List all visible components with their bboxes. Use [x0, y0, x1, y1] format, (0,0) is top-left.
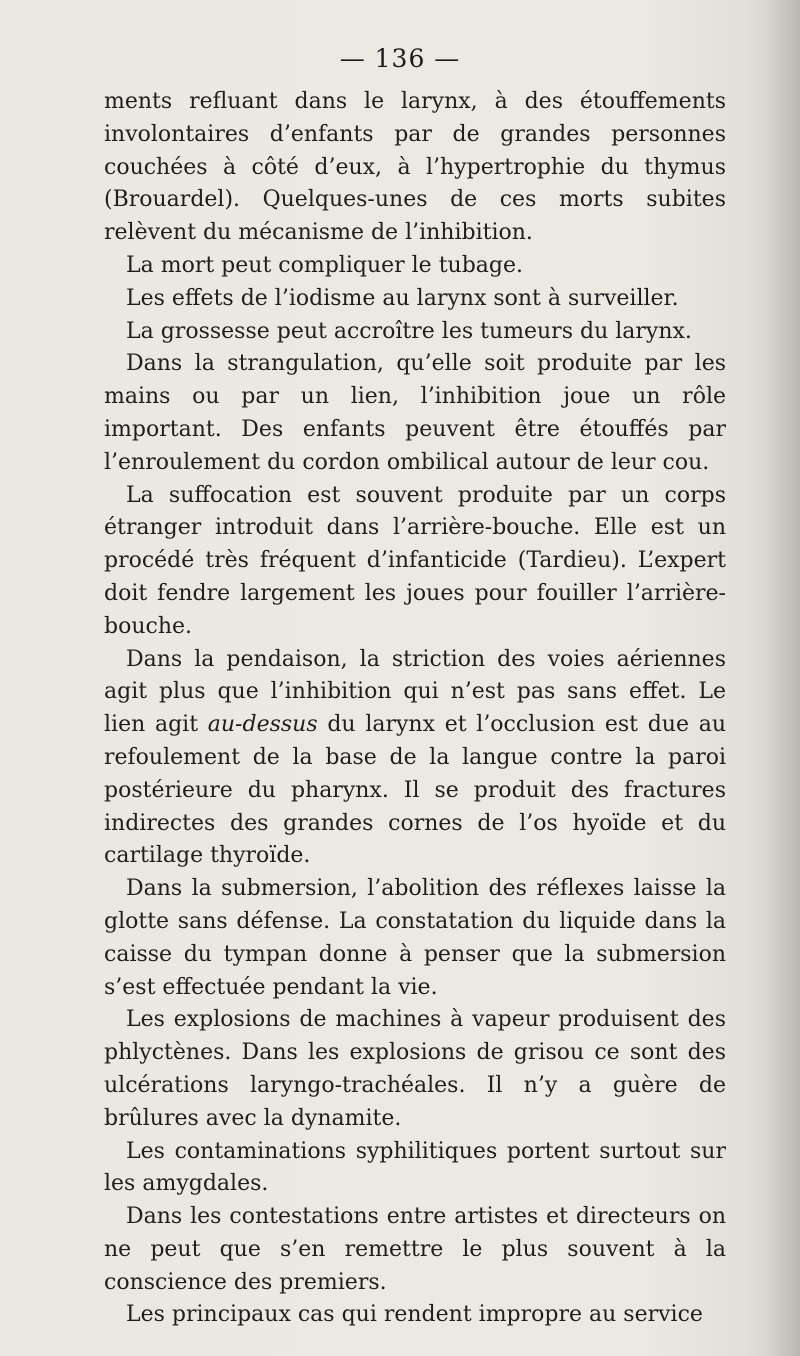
- paragraph-contestations: Dans les contestations entre artistes et directeurs on ne peut que s’en remettre le plus souvent à la conscience des premiers.: [104, 1204, 726, 1295]
- paragraph-suffocation: La suffocation est souvent produite par un corps étranger introduit dans l’arrière-bouche. Elle est un procédé très fréquent d’infanticide (Tardieu). L’expert doit fendre largement les joues pour fouiller l’arrière-bouche.: [104, 482, 726, 639]
- paragraph-contaminations: Les contaminations syphilitiques portent surtout sur les amygdales.: [104, 1138, 726, 1197]
- paragraph-continuation: ments refluant dans le larynx, à des étouffements involontaires d’enfants par de grandes personnes couchées à côté d’eux, à l’hypertrophie du thymus (Brouardel). Quelques-unes de ces morts subites relèvent du mécanisme de l’inhibition.: [104, 89, 726, 246]
- page-number: — 136 —: [339, 44, 461, 73]
- paragraph-pendaison-part-2: du larynx et l’occlusion est due au refoulement de la base de la langue contre la paroi postérieure du pharynx. Il se produit des fractures indirectes des grandes cornes de l’os hyoïde et du cartilage thyroïde.: [104, 712, 726, 869]
- paragraph-submersion: Dans la submersion, l’abolition des réflexes laisse la glotte sans défense. La constatation du liquide dans la caisse du tympan donne à penser que la submersion s’est effectuée pendant la vie.: [104, 876, 726, 1000]
- paragraph-tubage: La mort peut compliquer le tubage.: [126, 252, 523, 278]
- emphasis-au-dessus: au-dessus: [207, 712, 318, 738]
- paragraph-iodisme: Les effets de l’iodisme au larynx sont à surveiller.: [126, 285, 679, 311]
- paragraph-strangulation: Dans la strangulation, qu’elle soit produite par les mains ou par un lien, l’inhibition joue un rôle important. Des enfants peuvent être étouffés par l’enroulement du cordon ombilical autour de leur cou.: [104, 351, 726, 475]
- gutter-shadow: [764, 0, 800, 1356]
- body-text: [104, 86, 726, 1332]
- paragraph-explosions: Les explosions de machines à vapeur produisent des phlyctènes. Dans les explosions de grisou ce sont des ulcérations laryngo-trachéales. Il n’y a guère de brûlures avec la dynamite.: [104, 1007, 726, 1131]
- paragraph-pendaison-part-1: Dans la pendaison, la striction des voies aériennes agit plus que l’inhibition qui n’est pas sans effet. Le lien agit: [104, 646, 726, 738]
- paragraph-pendaison: [104, 644, 726, 874]
- paragraph-service: Les principaux cas qui rendent impropre au service: [126, 1302, 703, 1328]
- paragraph-grossesse: La grossesse peut accroître les tumeurs du larynx.: [126, 318, 692, 344]
